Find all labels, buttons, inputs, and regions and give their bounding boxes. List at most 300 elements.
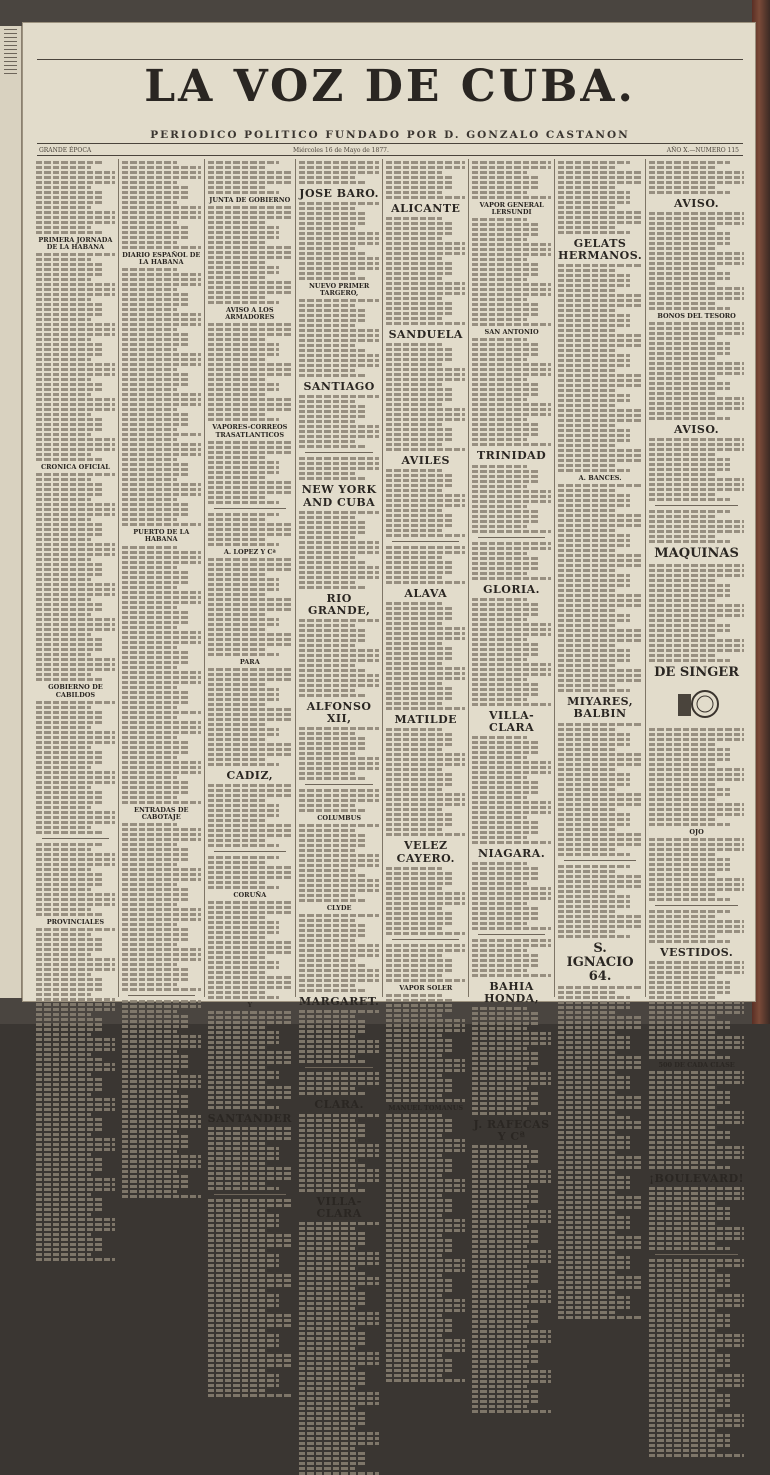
text-line — [122, 273, 201, 276]
text-line — [299, 405, 367, 408]
text-line — [36, 318, 91, 321]
text-line — [386, 363, 441, 366]
text-line — [208, 941, 292, 944]
text-line — [122, 246, 201, 249]
text-line — [299, 864, 379, 867]
text-line — [649, 996, 715, 999]
text-line — [208, 834, 292, 837]
column-heading: SANTIAGO — [303, 380, 375, 394]
text-line — [472, 638, 527, 641]
text-line — [649, 878, 744, 881]
text-line — [208, 328, 292, 331]
text-line — [558, 1191, 617, 1194]
text-line — [208, 368, 292, 371]
text-line — [558, 1101, 642, 1104]
text-line — [299, 526, 367, 529]
text-line — [299, 964, 367, 967]
text-line — [558, 758, 642, 761]
text-line — [299, 571, 379, 574]
text-line — [386, 1274, 441, 1277]
text-line — [36, 848, 91, 851]
text-line — [558, 534, 630, 537]
text-line — [558, 1061, 642, 1064]
text-line — [558, 504, 630, 507]
divider — [305, 452, 373, 453]
text-line — [472, 816, 527, 819]
text-line — [472, 1185, 527, 1188]
column-heading: VAPOR SOLER — [399, 983, 453, 992]
text-line — [122, 523, 201, 526]
text-line — [649, 1289, 715, 1292]
text-line — [299, 732, 355, 735]
text-line — [649, 1031, 715, 1034]
text-line — [649, 535, 715, 538]
text-line — [122, 741, 189, 744]
text-line — [36, 206, 91, 209]
text-line — [122, 928, 189, 931]
text-line — [208, 628, 267, 631]
text-line — [208, 451, 292, 454]
text-line — [122, 661, 189, 664]
text-line — [649, 1309, 715, 1312]
text-line — [36, 438, 115, 441]
text-line — [558, 1076, 630, 1079]
text-line — [36, 796, 103, 799]
text-line — [386, 672, 465, 675]
text-line — [208, 1081, 267, 1084]
text-line — [649, 1156, 744, 1159]
text-line — [472, 1330, 551, 1333]
text-line — [36, 1123, 103, 1126]
text-line — [122, 873, 201, 876]
column-heading: PRIMERA JORNADA DE LA HABANA — [38, 236, 113, 252]
divider — [655, 505, 738, 506]
text-line — [472, 408, 551, 411]
text-line — [386, 917, 453, 920]
divider — [214, 508, 286, 509]
text-line — [386, 448, 465, 451]
text-line — [649, 488, 744, 491]
text-line — [558, 1151, 617, 1154]
text-line — [472, 1240, 539, 1243]
text-line — [299, 222, 367, 225]
text-line — [558, 216, 642, 219]
text-line — [36, 443, 115, 446]
text-line — [472, 1012, 539, 1015]
text-line — [558, 379, 642, 382]
text-line — [472, 673, 551, 676]
text-line — [299, 309, 367, 312]
text-line — [299, 1222, 379, 1225]
text-line — [386, 632, 465, 635]
text-line — [558, 818, 630, 821]
text-line — [558, 1016, 642, 1019]
text-line — [386, 1209, 453, 1212]
text-line — [386, 581, 465, 584]
text-line — [558, 559, 642, 562]
text-line — [386, 1119, 453, 1122]
text-line — [36, 1083, 103, 1086]
text-line — [208, 738, 267, 741]
text-line — [122, 1175, 189, 1178]
text-line — [558, 624, 617, 627]
text-line — [386, 1304, 465, 1307]
text-line — [649, 808, 744, 811]
text-line — [558, 853, 630, 856]
text-line — [472, 223, 539, 226]
text-line — [36, 618, 115, 621]
text-line — [208, 876, 292, 879]
text-line — [472, 1320, 539, 1323]
text-line — [386, 887, 441, 890]
text-line — [386, 707, 465, 710]
text-line — [558, 798, 642, 801]
text-line — [299, 181, 367, 184]
text-line — [299, 1382, 367, 1385]
text-line — [36, 766, 91, 769]
text-line — [122, 298, 189, 301]
text-line — [122, 721, 201, 724]
text-line — [122, 1155, 201, 1158]
text-line — [558, 1211, 617, 1214]
text-line — [36, 816, 115, 819]
text-line — [299, 242, 379, 245]
text-line — [299, 472, 355, 475]
text-line — [649, 823, 730, 826]
text-line — [649, 453, 715, 456]
text-line — [649, 1379, 744, 1382]
text-line — [36, 598, 91, 601]
text-line — [208, 961, 280, 964]
text-line — [36, 806, 91, 809]
text-line — [122, 908, 201, 911]
text-line — [472, 253, 551, 256]
text-line — [386, 1049, 453, 1052]
text-line — [558, 1096, 642, 1099]
text-line — [122, 786, 189, 789]
text-line — [649, 417, 730, 420]
text-line — [386, 758, 465, 761]
text-line — [208, 1127, 292, 1130]
text-line — [36, 988, 103, 991]
text-line — [36, 1178, 115, 1181]
text-line — [472, 1017, 539, 1020]
text-line — [472, 628, 551, 631]
text-line — [558, 1106, 642, 1109]
text-line — [649, 1016, 715, 1019]
text-line — [386, 393, 453, 396]
text-line — [36, 711, 103, 714]
text-line — [386, 1019, 465, 1022]
text-line — [649, 1222, 715, 1225]
text-line — [386, 743, 453, 746]
text-line — [299, 1082, 379, 1085]
text-line — [36, 403, 115, 406]
text-line — [558, 865, 630, 868]
text-line — [208, 1199, 292, 1202]
column-heading: BAHIA HONDA, — [484, 979, 540, 1005]
text-line — [208, 819, 267, 822]
text-line — [299, 581, 355, 584]
text-line — [36, 898, 115, 901]
text-line — [36, 761, 103, 764]
text-line — [386, 1149, 465, 1152]
text-line — [122, 631, 201, 634]
text-line — [299, 415, 367, 418]
text-line — [472, 465, 527, 468]
text-line — [208, 1299, 280, 1302]
text-line — [472, 470, 539, 473]
text-line — [386, 944, 465, 947]
text-line — [122, 433, 201, 436]
text-line — [649, 1369, 715, 1372]
text-line — [472, 418, 527, 421]
text-line — [299, 1412, 367, 1415]
text-line — [122, 1010, 177, 1013]
text-line — [472, 393, 539, 396]
divider — [214, 851, 286, 852]
text-line — [299, 576, 379, 579]
text-line — [36, 943, 103, 946]
text-line — [558, 1036, 630, 1039]
text-line — [208, 881, 267, 884]
text-line — [36, 343, 103, 346]
text-line — [36, 231, 103, 234]
text-line — [649, 367, 744, 370]
text-line — [36, 811, 115, 814]
text-line — [36, 1028, 103, 1031]
text-line — [386, 1259, 465, 1262]
text-line — [649, 574, 744, 577]
text-line — [299, 324, 355, 327]
text-line — [122, 726, 201, 729]
column-heading: NEW YORK AND CUBA — [301, 483, 377, 509]
text-line — [36, 268, 103, 271]
text-line — [472, 1305, 527, 1308]
text-line — [122, 1150, 177, 1153]
text-line — [208, 563, 292, 566]
text-line — [558, 1266, 630, 1269]
text-line — [36, 1078, 103, 1081]
text-line — [558, 181, 642, 184]
text-line — [472, 1315, 539, 1318]
text-line — [472, 1165, 527, 1168]
text-line — [386, 307, 453, 310]
text-line — [208, 1051, 292, 1054]
text-line — [649, 1091, 730, 1094]
text-line — [472, 927, 551, 930]
text-line — [299, 1164, 367, 1167]
text-line — [558, 905, 630, 908]
text-line — [299, 541, 379, 544]
text-line — [122, 483, 201, 486]
text-line — [299, 824, 379, 827]
text-line — [36, 963, 115, 966]
text-line — [472, 363, 551, 366]
column-heading: BONOS DEL TESORO — [657, 312, 736, 321]
text-line — [208, 1172, 292, 1175]
text-line — [649, 654, 715, 657]
text-line — [558, 783, 630, 786]
text-line — [472, 1275, 539, 1278]
text-line — [472, 613, 539, 616]
text-line — [472, 1195, 539, 1198]
column-heading: JUNTA DE GOBIERNO — [209, 196, 291, 204]
text-line — [208, 186, 267, 189]
text-line — [558, 459, 642, 462]
text-line — [472, 756, 527, 759]
text-line — [472, 663, 551, 666]
text-line — [472, 1365, 527, 1368]
text-line — [386, 768, 441, 771]
text-line — [122, 561, 201, 564]
text-line — [472, 811, 551, 814]
text-line — [122, 1005, 201, 1008]
text-line — [558, 1301, 630, 1304]
text-line — [299, 1332, 367, 1335]
text-line — [299, 304, 355, 307]
text-line — [122, 776, 177, 779]
text-line — [649, 247, 715, 250]
text-line — [208, 1369, 267, 1372]
text-line — [472, 413, 551, 416]
text-line — [558, 514, 642, 517]
text-line — [649, 267, 715, 270]
text-line — [472, 443, 551, 446]
text-line — [386, 519, 453, 522]
text-line — [122, 716, 177, 719]
text-line — [208, 523, 292, 526]
text-line — [208, 1096, 292, 1099]
column-heading: AVISO. — [674, 197, 720, 210]
divider — [655, 1254, 738, 1255]
text-line — [122, 706, 177, 709]
text-line — [558, 269, 617, 272]
text-line — [472, 668, 551, 671]
text-line — [122, 1090, 177, 1093]
text-line — [208, 231, 280, 234]
text-line — [558, 564, 642, 567]
text-line — [386, 1279, 453, 1282]
text-line — [386, 242, 465, 245]
text-line — [122, 863, 177, 866]
text-line — [472, 378, 527, 381]
text-line — [386, 171, 441, 174]
text-line — [122, 373, 189, 376]
text-line — [558, 394, 630, 397]
text-line — [472, 233, 539, 236]
text-line — [299, 1422, 367, 1425]
text-line — [208, 1071, 280, 1074]
text-line — [386, 176, 453, 179]
text-line — [299, 1252, 379, 1255]
text-line — [558, 674, 642, 677]
text-line — [386, 602, 441, 605]
text-line — [386, 1009, 453, 1012]
text-line — [386, 433, 453, 436]
text-line — [208, 1106, 280, 1109]
text-line — [386, 1339, 465, 1342]
text-line — [649, 1041, 744, 1044]
text-line — [558, 768, 617, 771]
text-line — [299, 359, 379, 362]
text-line — [122, 756, 177, 759]
text-line — [299, 1174, 379, 1177]
text-line — [122, 1115, 201, 1118]
text-line — [122, 746, 189, 749]
text-line — [558, 569, 617, 572]
text-line — [122, 671, 201, 674]
text-line — [386, 652, 453, 655]
text-line — [386, 166, 465, 169]
text-line — [649, 753, 730, 756]
text-line — [36, 1238, 103, 1241]
text-line — [558, 339, 642, 342]
text-line — [122, 848, 189, 851]
text-line — [299, 789, 379, 792]
text-line — [299, 844, 367, 847]
text-line — [36, 706, 91, 709]
text-line — [122, 736, 177, 739]
text-line — [122, 796, 177, 799]
text-line — [36, 948, 103, 951]
text-line — [299, 1397, 379, 1400]
divider — [42, 838, 109, 839]
text-line — [122, 973, 189, 976]
text-line — [299, 1462, 367, 1465]
text-line — [122, 333, 189, 336]
text-line — [299, 659, 379, 662]
text-line — [386, 808, 441, 811]
text-line — [122, 463, 189, 466]
text-line — [36, 171, 115, 174]
text-line — [208, 618, 280, 621]
text-line — [386, 657, 453, 660]
text-line — [208, 373, 292, 376]
text-line — [472, 368, 551, 371]
text-line — [122, 943, 177, 946]
text-line — [558, 1216, 630, 1219]
column-heading: ALFONSO XII, — [306, 699, 372, 725]
text-line — [472, 751, 539, 754]
text-line — [472, 1210, 551, 1213]
text-line — [208, 221, 267, 224]
text-line — [299, 884, 379, 887]
text-line — [558, 733, 630, 736]
text-line — [386, 892, 465, 895]
text-line — [558, 549, 617, 552]
text-line — [208, 446, 292, 449]
text-line — [299, 624, 355, 627]
text-line — [36, 1173, 91, 1176]
text-line — [558, 1261, 630, 1264]
text-line — [386, 277, 441, 280]
text-line — [122, 196, 189, 199]
text-line — [299, 334, 379, 337]
text-line — [208, 456, 267, 459]
text-line — [208, 784, 292, 787]
text-line — [299, 1377, 367, 1380]
text-line — [386, 823, 453, 826]
text-line — [299, 1169, 379, 1172]
text-line — [299, 1317, 379, 1320]
text-line — [208, 718, 292, 721]
column-heading: OJO — [689, 827, 704, 836]
text-line — [386, 1074, 441, 1077]
text-line — [649, 935, 715, 938]
text-line — [649, 1011, 744, 1014]
text-line — [649, 639, 744, 642]
